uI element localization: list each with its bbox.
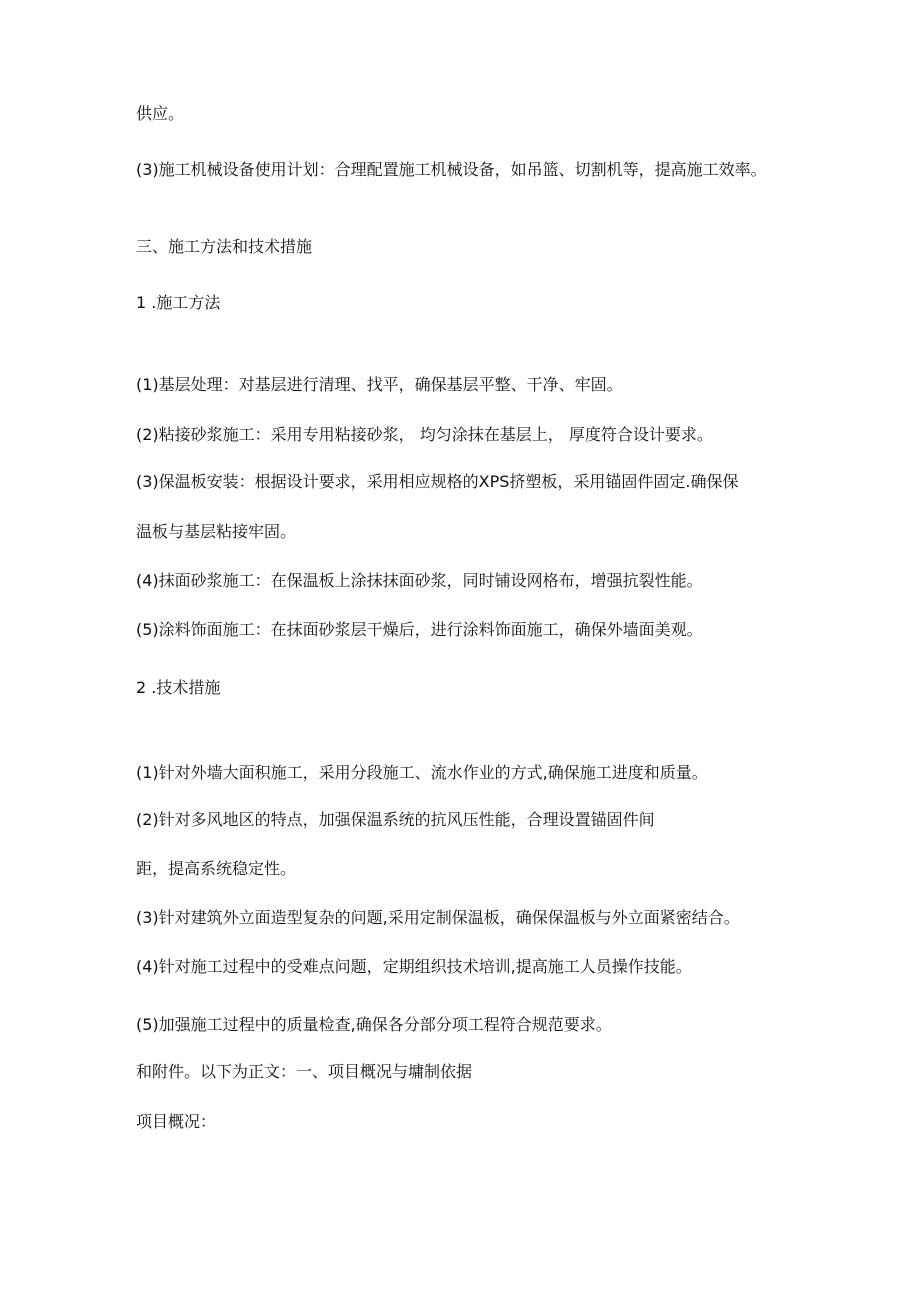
measure-item-1: (1)针对外墙大面积施工，采用分段施工、流水作业的方式,确保施工进度和质量。: [136, 763, 708, 782]
measure-item-4: (4)针对施工过程中的受难点问题，定期组织技术培训,提高施工人员操作技能。: [136, 957, 692, 976]
subheading-technical-measures: 2 .技术措施: [136, 678, 221, 697]
measure-item-5: (5)加强施工过程中的质量检查,确保各分部分项工程符合规范要求。: [136, 1015, 612, 1034]
measure-item-2-continued: 距，提高系统稳定性。: [136, 859, 297, 878]
subheading-construction-methods: 1 .施工方法: [136, 293, 221, 312]
method-item-5: (5)涂料饰面施工：在抹面砂浆层干燥后，进行涂料饰面施工，确保外墙面美观。: [136, 620, 703, 639]
paragraph-supply: 供应。: [136, 104, 185, 123]
method-item-1: (1)基层处理：对基层进行清理、找平，确保基层平整、干净、牢固。: [136, 375, 623, 394]
paragraph-machinery-plan: (3)施工机械设备使用计划：合理配置施工机械设备，如吊篮、切割机等，提高施工效率。: [136, 160, 767, 179]
section-heading-methods: 三、施工方法和技术措施: [136, 237, 313, 256]
method-item-3-continued: 温板与基层粘接牢固。: [136, 522, 297, 541]
method-item-2: (2)粘接砂浆施工：采用专用粘接砂浆， 均匀涂抹在基层上， 厚度符合设计要求。: [136, 425, 713, 444]
paragraph-project-overview: 项目概况：: [136, 1112, 217, 1131]
measure-item-2: (2)针对多风地区的特点，加强保温系统的抗风压性能，合理设置锚固件间: [136, 810, 655, 829]
method-item-3: (3)保温板安装：根据设计要求，采用相应规格的XPS挤塑板，采用锚固件固定.确保保: [136, 472, 739, 491]
measure-item-3: (3)针对建筑外立面造型复杂的问题,采用定制保温板，确保保温板与外立面紧密结合。: [136, 908, 740, 927]
paragraph-appendix-intro: 和附件。以下为正文：一、项目概况与墉制依据: [136, 1062, 473, 1081]
method-item-4: (4)抹面砂浆施工：在保温板上涂抹抹面砂浆，同时铺设网格布，增强抗裂性能。: [136, 571, 703, 590]
